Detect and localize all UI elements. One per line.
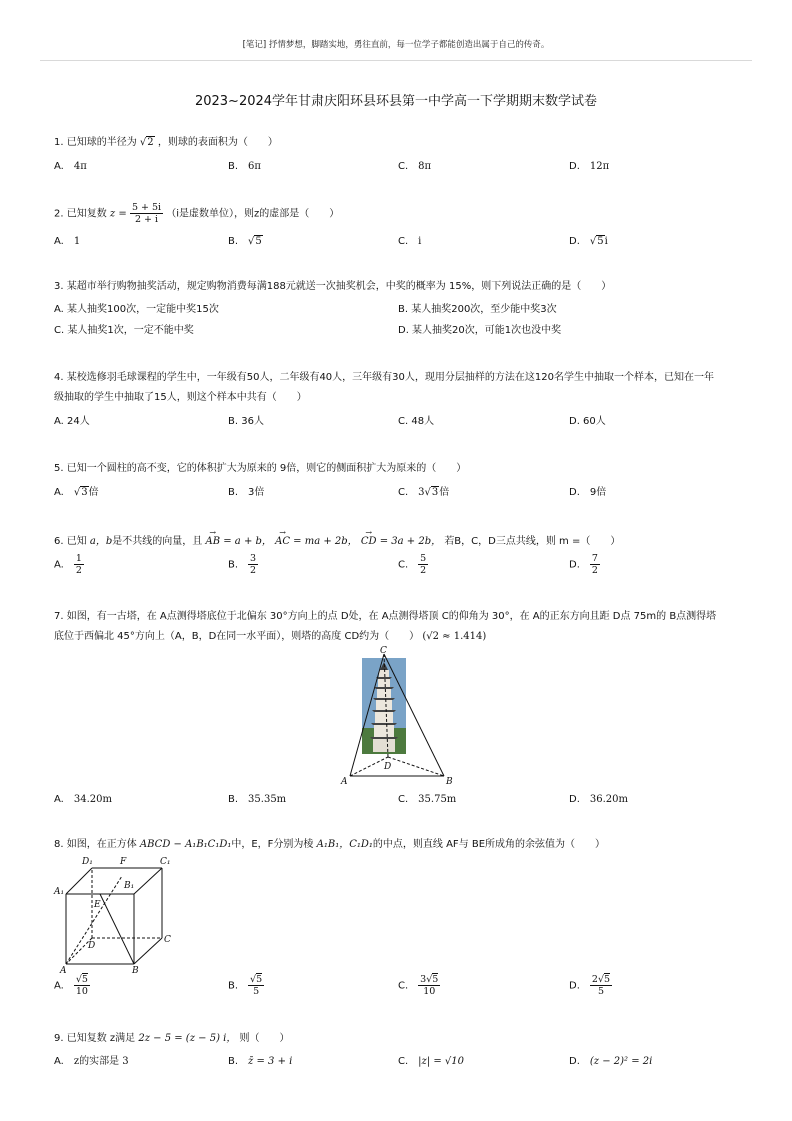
question-7-line-1: 7. 如图，有一古塔，在 A点测得塔底位于北偏东 30°方向上的点 D处，在 A点测得塔顶 C的仰角为 30°，在 A的正东方向且距 D点 75m的 B点测得塔: [54, 611, 717, 622]
q2-option-b[interactable]: B. √5: [228, 236, 262, 247]
label-b: B: [446, 777, 453, 787]
q4-option-d[interactable]: D. 60人: [569, 416, 606, 427]
q3-option-a[interactable]: A. 某人抽奖100次，一定能中奖15次: [54, 304, 219, 315]
pagoda-figure: [336, 644, 466, 790]
header-note: [笔记] 抒情梦想，脚踏实地，勇往直前，每一位学子都能创造出属于自己的传奇。: [242, 40, 550, 50]
label-a1: A₁: [54, 887, 65, 897]
q5-option-d[interactable]: D. 9倍: [569, 487, 607, 498]
question-8-stem: 8. 如图，在正方体 ABCD − A₁B₁C₁D₁中，E，F分别为棱 A₁B₁，C₁D₁的中点，则直线 AF与 BE所成角的余弦值为（ ）: [54, 839, 606, 850]
vector-cd: → CD: [361, 533, 377, 550]
label-a: A: [341, 777, 348, 787]
question-4-line-1: 4. 某校选修羽毛球课程的学生中，一年级有50人，二年级有40人，三年级有30人，现用分层抽样的方法在这120名学生中抽取一个样本，已知在一年: [54, 372, 714, 383]
question-5-stem: 5. 已知一个圆柱的高不变，它的体积扩大为原来的 9倍，则它的侧面积扩大为原来的（ ）: [54, 463, 467, 474]
q9-option-d[interactable]: D. (z − 2)² = 2i: [569, 1056, 653, 1067]
q1-option-b[interactable]: B. 6π: [228, 161, 261, 172]
q3-option-b[interactable]: B. 某人抽奖200次，至少能中奖3次: [398, 304, 557, 315]
q7-option-d[interactable]: D. 36.20m: [569, 794, 629, 805]
q2-option-a[interactable]: A. 1: [54, 236, 81, 247]
edge-b1c1: [134, 868, 162, 894]
edge-bc: [134, 938, 162, 964]
q2-option-c[interactable]: C. i: [398, 236, 422, 247]
q1-option-a[interactable]: A. 4π: [54, 161, 87, 172]
q9-option-c[interactable]: C. |z| = √10: [398, 1056, 465, 1067]
vector-ac: → AC: [275, 533, 290, 550]
q2-option-d[interactable]: D. √5i: [569, 236, 608, 247]
q7-option-b[interactable]: B. 35.35m: [228, 794, 287, 805]
label-c1: C₁: [160, 857, 171, 867]
q4-option-b[interactable]: B. 36人: [228, 416, 264, 427]
label-d1: D₁: [82, 857, 93, 867]
label-c: C: [380, 646, 387, 656]
question-3-stem: 3. 某超市举行购物抽奖活动，规定购物消费每满188元就送一次抽奖机会，中奖的概率为 15%，则下列说法正确的是（ ）: [54, 281, 612, 292]
q1-option-d[interactable]: D. 12π: [569, 161, 610, 172]
edge-a1d1: [66, 868, 92, 894]
q6-option-a[interactable]: A. $\frac{1}{2}$: [54, 553, 82, 576]
question-4-line-2: 级抽取的学生中抽取了15人，则这个样本中共有（ ）: [54, 392, 307, 403]
question-1-stem: 1. 已知球的半径为 √2 ，则球的表面积为（ ）: [54, 137, 278, 148]
q7-option-c[interactable]: C. 35.75m: [398, 794, 457, 805]
q9-option-a[interactable]: A. z的实部是 3: [54, 1056, 129, 1067]
cube-figure: [52, 852, 182, 976]
line-be: [100, 894, 134, 964]
q8-option-d[interactable]: D. $\frac{2√5}{5}$: [569, 974, 611, 997]
page-title: 2023~2024学年甘肃庆阳环县环县第一中学高一下学期期末数学试卷: [194, 94, 598, 109]
question-7-line-2: 底位于西偏北 45°方向上（A，B，D在同一水平面），则塔的高度 CD约为（ ） (√2 ≈ 1.414): [54, 631, 487, 642]
q5-option-a[interactable]: A. √3倍: [54, 487, 99, 498]
label-e: E: [94, 900, 101, 910]
header-divider: [40, 60, 752, 61]
q9-option-b[interactable]: B. z̄ = 3 + i: [228, 1056, 293, 1067]
q6-option-c[interactable]: C. $\frac{5}{2}$: [398, 553, 427, 576]
line-ad: [350, 757, 388, 776]
label-b1: B₁: [124, 881, 135, 891]
label-f: F: [120, 857, 127, 867]
q6-option-d[interactable]: D. $\frac{7}{2}$: [569, 553, 598, 576]
vector-ab: → AB: [205, 533, 220, 550]
q8-option-a[interactable]: A. $\frac{√5}{10}$: [54, 974, 88, 997]
label-a: A: [60, 966, 67, 976]
q8-option-c[interactable]: C. $\frac{3√5}{10}$: [398, 974, 439, 997]
question-9-stem: 9. 已知复数 z满足 2z − 5 = (z − 5) i， 则（ ）: [54, 1033, 290, 1044]
label-d: D: [384, 762, 392, 772]
question-2-stem: 2. 已知复数 z = $\frac{5 + 5i}{2 + i}$ （i是虚数单位），则z的虚部是（ ）: [54, 202, 340, 225]
q4-option-c[interactable]: C. 48人: [398, 416, 435, 427]
fraction-z: $\frac{5 + 5i}{2 + i}$: [131, 202, 162, 225]
sqrt-2: √2: [139, 137, 154, 148]
q1-option-c[interactable]: C. 8π: [398, 161, 432, 172]
q3-option-c[interactable]: C. 某人抽奖1次，一定不能中奖: [54, 325, 194, 336]
label-d: D: [88, 941, 96, 951]
q4-option-a[interactable]: A. 24人: [54, 416, 90, 427]
q5-option-c[interactable]: C. 3√3倍: [398, 487, 450, 498]
q8-option-b[interactable]: B. $\frac{√5}{5}$: [228, 974, 263, 997]
q5-option-b[interactable]: B. 3倍: [228, 487, 265, 498]
label-c: C: [164, 935, 171, 945]
question-6-stem: 6. 已知 a，b是不共线的向量，且 → AB = a + b， → AC = ma + 2b， → CD = 3a + 2b， 若B，C，D三点共线，则 m =（ ）: [54, 533, 754, 550]
label-b: B: [132, 966, 139, 976]
q6-option-b[interactable]: B. $\frac{3}{2}$: [228, 553, 257, 576]
q3-option-d[interactable]: D. 某人抽奖20次，可能1次也没中奖: [398, 325, 562, 336]
q7-option-a[interactable]: A. 34.20m: [54, 794, 112, 805]
